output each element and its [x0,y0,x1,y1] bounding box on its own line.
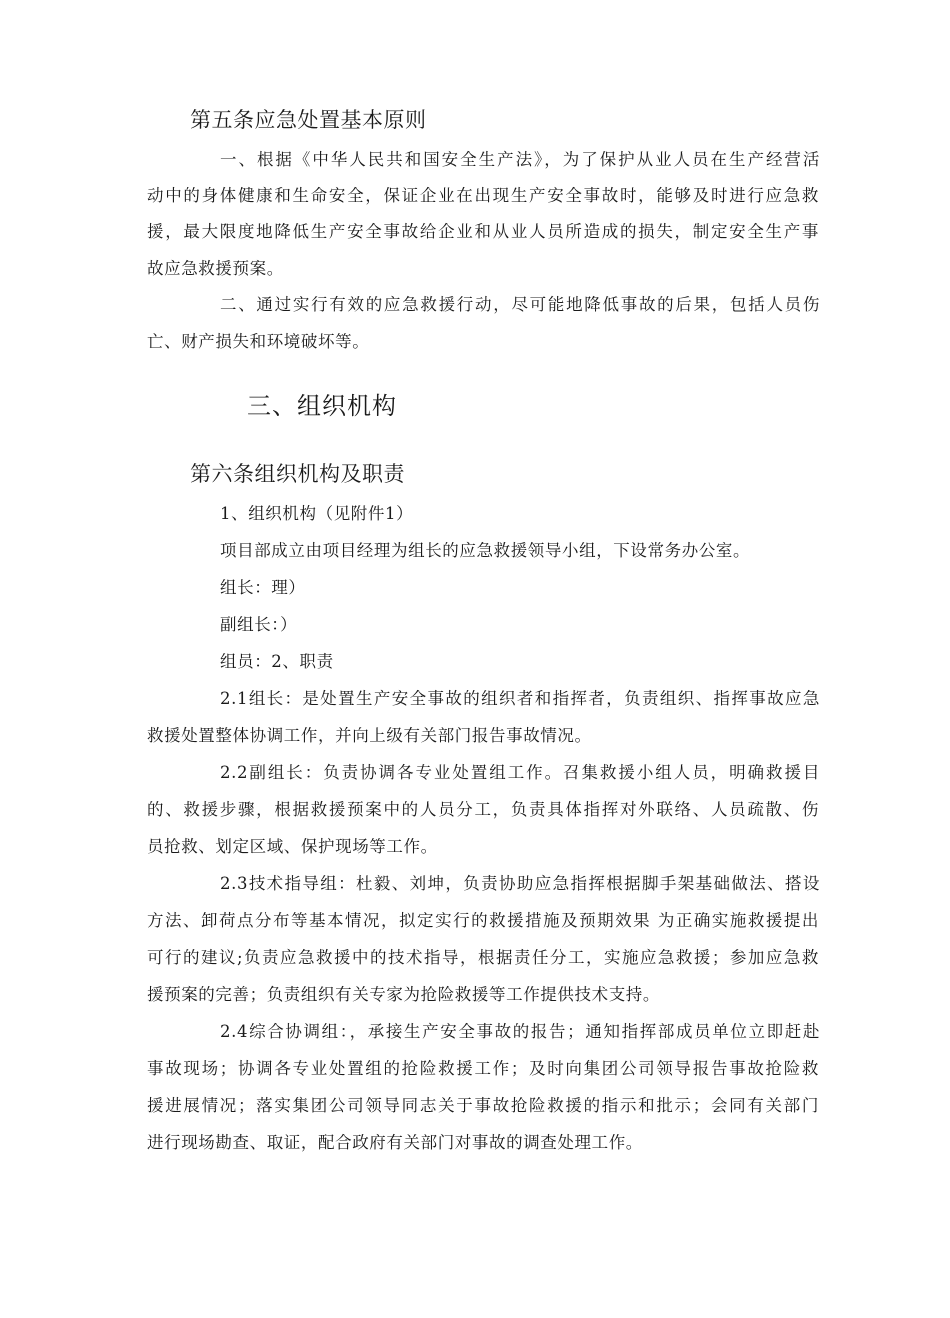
article-5-title: 第五条应急处置基本原则 [190,108,427,132]
paragraph-line: 2.1组长：是处置生产安全事故的组织者和指挥者，负责组织、指挥事故应急 [220,689,820,708]
chapter-3-title: 三、组织机构 [247,392,397,420]
paragraph-line: 援，最大限度地降低生产安全事故给企业和从业人员所造成的损失，制定安全生产事 [147,222,819,241]
paragraph-line: 2.4综合协调组：，承接生产安全事故的报告；通知指挥部成员单位立即赶赴 [220,1022,820,1041]
paragraph-line: 的、救援步骤，根据救援预案中的人员分工，负责具体指挥对外联络、人员疏散、伤 [147,800,819,819]
paragraph-line: 援预案的完善；负责组织有关专家为抢险救援等工作提供技术支持。 [147,985,660,1004]
paragraph-line: 动中的身体健康和生命安全，保证企业在出现生产安全事故时，能够及时进行应急救 [147,186,819,205]
paragraph-line: 二、通过实行有效的应急救援行动，尽可能地降低事故的后果，包括人员伤 [220,295,820,314]
leader-line: 组长：理） [220,578,306,597]
paragraph-line: 一、根据《中华人民共和国安全生产法》，为了保护从业人员在生产经营活 [220,150,820,169]
org-heading: 1、组织机构（见附件1） [220,504,414,523]
paragraph-line: 事故现场；协调各专业处置组的抢险救援工作；及时向集团公司领导报告事故抢险救 [147,1059,819,1078]
deputy-line: 副组长：） [220,615,298,634]
org-description: 项目部成立由项目经理为组长的应急救援领导小组，下设常务办公室。 [220,541,751,560]
members-line: 组员：2、职责 [220,652,334,671]
article-6-title: 第六条组织机构及职责 [190,462,405,486]
paragraph-line: 援进展情况；落实集团公司领导同志关于事故抢险救援的指示和批示；会同有关部门 [147,1096,819,1115]
paragraph-line: 进行现场勘查、取证，配合政府有关部门对事故的调查处理工作。 [147,1133,643,1152]
paragraph-line: 方法、卸荷点分布等基本情况，拟定实行的救援措施及预期效果 为正确实施救援提出 [147,911,819,930]
paragraph-line: 2.3技术指导组：杜毅、刘坤，负责协助应急指挥根据脚手架基础做法、搭设 [220,874,820,893]
paragraph-line: 亡、财产损失和环境破坏等。 [147,332,370,351]
paragraph-line: 救援处置整体协调工作，并向上级有关部门报告事故情况。 [147,726,592,745]
paragraph-line: 可行的建议;负责应急救援中的技术指导，根据责任分工，实施应急救援；参加应急救 [147,948,819,967]
paragraph-line: 员抢救、划定区域、保护现场等工作。 [147,837,438,856]
paragraph-line: 2.2副组长：负责协调各专业处置组工作。召集救援小组人员，明确救援目 [220,763,820,782]
paragraph-line: 故应急救援预案。 [147,259,284,278]
